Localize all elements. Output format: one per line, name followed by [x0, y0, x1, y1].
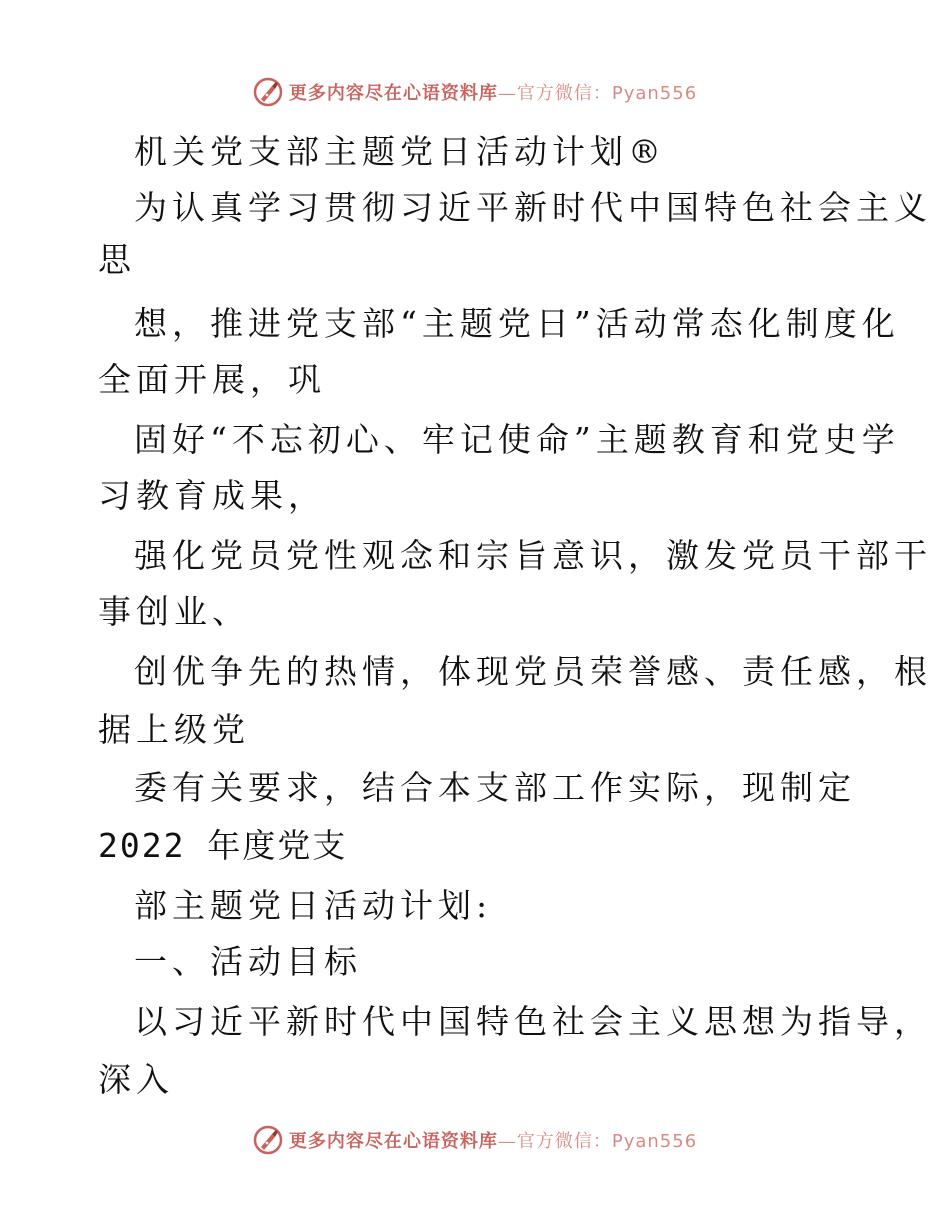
footer-watermark [0, 1120, 950, 1160]
document-title: 机关党支部主题党日活动计划® [134, 132, 666, 171]
paragraph-line: 全面开展，巩 [98, 360, 326, 399]
paragraph-line: 以习近平新时代中国特色社会主义思想为指导， [134, 1002, 932, 1041]
paragraph-line: 部主题党日活动计划: [134, 886, 493, 925]
paragraph-line: 为认真学习贯彻习近平新时代中国特色社会主义 [134, 188, 932, 227]
watermark-wechat-id: Pyan556 [611, 1131, 698, 1152]
paragraph-line: 委有关要求，结合本支部工作实际，现制定 [134, 768, 856, 807]
paragraph-line: 强化党员党性观念和宗旨意识，激发党员干部干 [134, 536, 932, 575]
paragraph-line: 事创业、 [98, 592, 250, 631]
watermark-wechat-label: 官方微信： [516, 83, 612, 104]
section-heading: 一、活动目标 [134, 942, 362, 981]
paragraph-line: 深入 [98, 1060, 174, 1099]
paragraph-line: 据上级党 [98, 710, 250, 749]
paragraph-line: 固好“不忘初心、牢记使命”主题教育和党史学 [134, 420, 900, 459]
paragraph-line: 2022 年度党支 [98, 826, 348, 865]
paragraph-line: 思 [98, 240, 136, 279]
watermark-wechat-label: 官方微信： [516, 1131, 612, 1152]
header-watermark [0, 72, 950, 112]
paragraph-line: 创优争先的热情，体现党员荣誉感、责任感，根 [134, 652, 932, 691]
paragraph-line: 习教育成果， [98, 476, 326, 515]
watermark-brand: 更多内容尽在心语资料库 [288, 83, 498, 104]
watermark-dash: — [497, 83, 517, 104]
watermark-wechat-id: Pyan556 [611, 83, 698, 104]
watermark-brand: 更多内容尽在心语资料库 [288, 1131, 498, 1152]
fountain-pen-logo-icon [253, 77, 283, 107]
fountain-pen-logo-icon [253, 1125, 283, 1155]
paragraph-line: 想，推进党支部“主题党日”活动常态化制度化 [134, 304, 900, 343]
watermark-dash: — [497, 1131, 517, 1152]
